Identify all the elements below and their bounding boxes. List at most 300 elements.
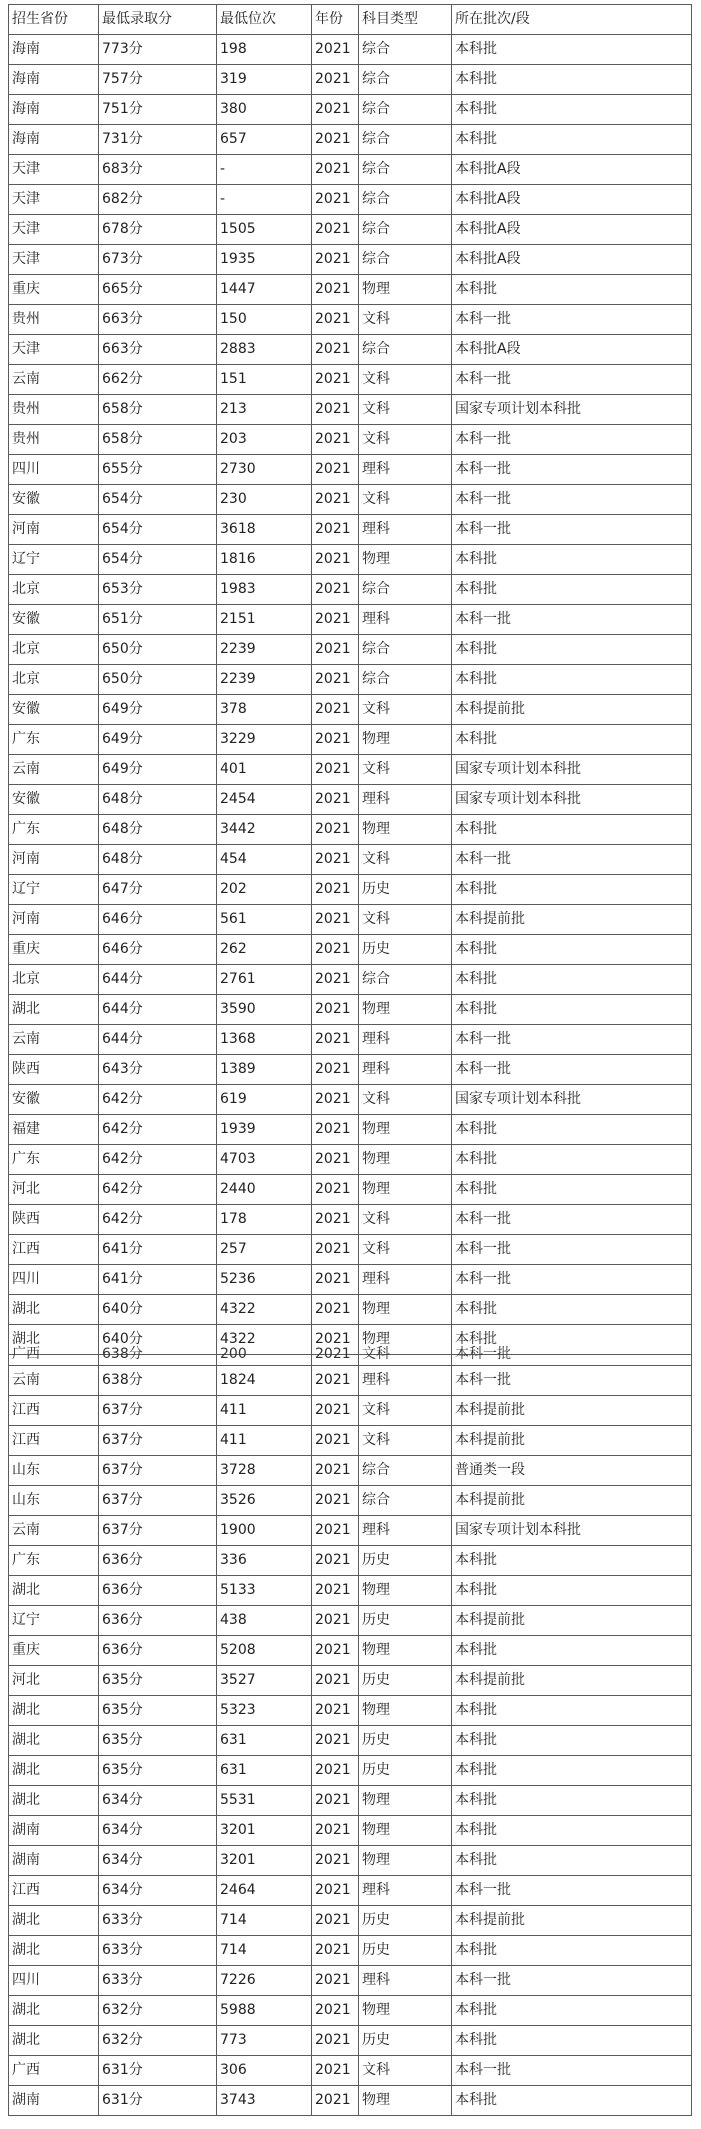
cell-min-rank: 3229 [217, 725, 312, 755]
cell-province: 安徽 [9, 695, 99, 725]
cell-min-rank: 3590 [217, 995, 312, 1025]
cell-batch: 本科提前批 [452, 1906, 692, 1936]
cell-min-rank: 1816 [217, 545, 312, 575]
cell-year: 2021 [312, 1906, 359, 1936]
cell-year: 2021 [312, 1396, 359, 1426]
cell-subject-type: 物理 [359, 1325, 452, 1355]
table-row [9, 1235, 692, 1265]
cell-batch: 本科一批 [452, 1205, 692, 1235]
cell-min-rank: 2464 [217, 1876, 312, 1906]
table-row [9, 1846, 692, 1876]
cell-subject-type: 文科 [359, 395, 452, 425]
cell-min-rank: 1505 [217, 215, 312, 245]
cell-batch: 本科一批 [452, 605, 692, 635]
cell-min-score: 683分 [99, 155, 217, 185]
cell-batch: 本科一批 [452, 425, 692, 455]
cell-min-rank: 3201 [217, 1816, 312, 1846]
cell-province: 重庆 [9, 935, 99, 965]
cell-province: 贵州 [9, 425, 99, 455]
cell-batch: 本科批 [452, 965, 692, 995]
cell-batch: 本科批 [452, 725, 692, 755]
cell-year: 2021 [312, 635, 359, 665]
cell-batch: 本科批 [452, 1295, 692, 1325]
cell-min-score: 646分 [99, 905, 217, 935]
table-row [9, 1055, 692, 1085]
cell-batch: 本科批A段 [452, 335, 692, 365]
cell-subject-type: 理科 [359, 1055, 452, 1085]
cell-batch: 国家专项计划本科批 [452, 395, 692, 425]
cell-min-score: 635分 [99, 1756, 217, 1786]
cell-min-rank: 631 [217, 1726, 312, 1756]
table-row [9, 635, 692, 665]
table-row [9, 1486, 692, 1516]
cell-min-score: 633分 [99, 1966, 217, 1996]
table-row [9, 455, 692, 485]
cell-subject-type: 物理 [359, 1175, 452, 1205]
cell-min-rank: 631 [217, 1756, 312, 1786]
cell-min-score: 636分 [99, 1576, 217, 1606]
cell-province: 广西 [9, 1355, 99, 1366]
cell-min-rank: 4322 [217, 1295, 312, 1325]
cell-province: 天津 [9, 155, 99, 185]
cell-batch: 本科一批 [452, 485, 692, 515]
cell-min-score: 651分 [99, 605, 217, 635]
table-row [9, 785, 692, 815]
cell-min-rank: 1939 [217, 1115, 312, 1145]
cell-province: 安徽 [9, 785, 99, 815]
cell-min-rank: 151 [217, 365, 312, 395]
cell-min-rank: 657 [217, 125, 312, 155]
cell-batch: 普通类一段 [452, 1456, 692, 1486]
cell-min-rank: 1900 [217, 1516, 312, 1546]
cell-min-score: 638分 [99, 1355, 217, 1366]
cell-batch: 本科提前批 [452, 1396, 692, 1426]
table-row [9, 485, 692, 515]
cell-subject-type: 文科 [359, 425, 452, 455]
cell-batch: 本科批 [452, 2086, 692, 2116]
table-row [9, 515, 692, 545]
cell-subject-type: 理科 [359, 1876, 452, 1906]
cell-min-score: 643分 [99, 1055, 217, 1085]
cell-min-rank: 380 [217, 95, 312, 125]
table-row [9, 125, 692, 155]
cell-min-rank: 2239 [217, 665, 312, 695]
cell-province: 湖北 [9, 1786, 99, 1816]
table-row [9, 1546, 692, 1576]
cell-province: 广东 [9, 1546, 99, 1576]
cell-subject-type: 综合 [359, 245, 452, 275]
cell-min-rank: 213 [217, 395, 312, 425]
cell-province: 天津 [9, 185, 99, 215]
table-row [9, 215, 692, 245]
cell-province: 北京 [9, 635, 99, 665]
cell-subject-type: 综合 [359, 125, 452, 155]
cell-province: 四川 [9, 1265, 99, 1295]
cell-year: 2021 [312, 1486, 359, 1516]
cell-province: 广西 [9, 2056, 99, 2086]
cell-year: 2021 [312, 245, 359, 275]
cell-batch: 本科一批 [452, 1966, 692, 1996]
cell-province: 云南 [9, 1025, 99, 1055]
cell-province: 湖北 [9, 995, 99, 1025]
cell-province: 湖北 [9, 1996, 99, 2026]
cell-province: 辽宁 [9, 1606, 99, 1636]
table-row [9, 1265, 692, 1295]
table-row [9, 725, 692, 755]
cell-min-rank: 1935 [217, 245, 312, 275]
cell-subject-type: 历史 [359, 2026, 452, 2056]
cell-year: 2021 [312, 815, 359, 845]
cell-min-rank: 2239 [217, 635, 312, 665]
cell-subject-type: 物理 [359, 1636, 452, 1666]
cell-province: 北京 [9, 575, 99, 605]
cell-min-rank: 5236 [217, 1265, 312, 1295]
cell-min-rank: 454 [217, 845, 312, 875]
admission-table-container [8, 4, 691, 2125]
table-row [9, 275, 692, 305]
cell-province: 云南 [9, 1366, 99, 1396]
cell-batch: 本科批 [452, 815, 692, 845]
cell-min-score: 644分 [99, 965, 217, 995]
cell-batch: 本科提前批 [452, 695, 692, 725]
cell-batch: 国家专项计划本科批 [452, 1085, 692, 1115]
table-row [9, 575, 692, 605]
cell-year: 2021 [312, 1846, 359, 1876]
table-row [9, 1366, 692, 1396]
cell-min-rank: 198 [217, 35, 312, 65]
cell-min-rank: 178 [217, 1205, 312, 1235]
cell-batch: 本科一批 [452, 365, 692, 395]
cell-min-rank: 2440 [217, 1175, 312, 1205]
cell-batch: 本科提前批 [452, 1666, 692, 1696]
cell-province: 广东 [9, 725, 99, 755]
cell-subject-type: 物理 [359, 545, 452, 575]
table-row [9, 1396, 692, 1426]
cell-subject-type: 综合 [359, 35, 452, 65]
cell-province: 湖南 [9, 1816, 99, 1846]
cell-min-score: 642分 [99, 1145, 217, 1175]
cell-min-score: 644分 [99, 995, 217, 1025]
table-row [9, 1996, 692, 2026]
cell-min-score: 633分 [99, 1906, 217, 1936]
cell-province: 天津 [9, 335, 99, 365]
cell-subject-type: 理科 [359, 515, 452, 545]
cell-province: 江西 [9, 1396, 99, 1426]
table-row [9, 1145, 692, 1175]
cell-batch: 本科批 [452, 1996, 692, 2026]
cell-province: 安徽 [9, 485, 99, 515]
table-row [9, 95, 692, 125]
table-row [9, 755, 692, 785]
cell-province: 北京 [9, 965, 99, 995]
cell-batch: 本科批 [452, 1696, 692, 1726]
cell-year: 2021 [312, 1966, 359, 1996]
cell-min-rank: 203 [217, 425, 312, 455]
cell-year: 2021 [312, 605, 359, 635]
cell-province: 辽宁 [9, 545, 99, 575]
cell-min-score: 632分 [99, 2026, 217, 2056]
table-row [9, 2026, 692, 2056]
cell-batch: 本科一批 [452, 515, 692, 545]
cell-min-score: 634分 [99, 1816, 217, 1846]
header-year: 年份 [312, 5, 359, 35]
cell-subject-type: 历史 [359, 1606, 452, 1636]
table-row [9, 545, 692, 575]
cell-min-rank: 1824 [217, 1366, 312, 1396]
cell-batch: 本科批 [452, 1546, 692, 1576]
cell-min-score: 636分 [99, 1606, 217, 1636]
cell-subject-type: 物理 [359, 1786, 452, 1816]
cell-subject-type: 历史 [359, 1666, 452, 1696]
cell-min-score: 642分 [99, 1175, 217, 1205]
cell-subject-type: 历史 [359, 1936, 452, 1966]
cell-subject-type: 物理 [359, 725, 452, 755]
table-body-partial [9, 1346, 692, 1366]
cell-subject-type: 文科 [359, 845, 452, 875]
cell-subject-type: 理科 [359, 1265, 452, 1295]
cell-min-rank: 3442 [217, 815, 312, 845]
cell-min-rank: 619 [217, 1085, 312, 1115]
cell-min-score: 637分 [99, 1426, 217, 1456]
cell-min-rank: 319 [217, 65, 312, 95]
cell-batch: 本科批 [452, 1115, 692, 1145]
cell-subject-type: 历史 [359, 875, 452, 905]
cell-subject-type: 文科 [359, 695, 452, 725]
cell-min-score: 644分 [99, 1025, 217, 1055]
cell-min-rank: 3526 [217, 1486, 312, 1516]
cell-province: 贵州 [9, 305, 99, 335]
cell-province: 江西 [9, 1235, 99, 1265]
cell-province: 安徽 [9, 605, 99, 635]
cell-batch: 本科一批 [452, 845, 692, 875]
table-row [9, 1456, 692, 1486]
cell-province: 山东 [9, 1486, 99, 1516]
cell-min-rank: 2761 [217, 965, 312, 995]
cell-province: 四川 [9, 455, 99, 485]
cell-min-rank: 202 [217, 875, 312, 905]
cell-year: 2021 [312, 1175, 359, 1205]
cell-year: 2021 [312, 1145, 359, 1175]
table-row [9, 2056, 692, 2086]
cell-min-rank: 336 [217, 1546, 312, 1576]
cell-subject-type: 物理 [359, 2086, 452, 2116]
table-row [9, 1876, 692, 1906]
cell-min-score: 731分 [99, 125, 217, 155]
cell-min-rank: 2454 [217, 785, 312, 815]
cell-year: 2021 [312, 1235, 359, 1265]
cell-min-rank: 5988 [217, 1996, 312, 2026]
cell-min-rank: 2883 [217, 335, 312, 365]
cell-year: 2021 [312, 365, 359, 395]
cell-province: 海南 [9, 125, 99, 155]
table-row [9, 875, 692, 905]
cell-subject-type: 物理 [359, 1145, 452, 1175]
admission-score-table [8, 4, 692, 2116]
cell-year: 2021 [312, 1115, 359, 1145]
cell-subject-type: 物理 [359, 1816, 452, 1846]
cell-min-score: 634分 [99, 1786, 217, 1816]
cell-min-score: 636分 [99, 1546, 217, 1576]
cell-subject-type: 综合 [359, 335, 452, 365]
cell-min-score: 646分 [99, 935, 217, 965]
table-row [9, 65, 692, 95]
table-row [9, 1205, 692, 1235]
cell-subject-type: 综合 [359, 185, 452, 215]
cell-year: 2021 [312, 1876, 359, 1906]
cell-province: 重庆 [9, 1636, 99, 1666]
cell-batch: 本科一批 [452, 305, 692, 335]
cell-subject-type: 理科 [359, 1966, 452, 1996]
table-row [9, 2086, 692, 2116]
cell-year: 2021 [312, 455, 359, 485]
cell-batch: 本科批 [452, 1816, 692, 1846]
cell-year: 2021 [312, 1355, 359, 1366]
cell-year: 2021 [312, 515, 359, 545]
table-row-partial [9, 1355, 692, 1366]
table-row [9, 695, 692, 725]
cell-year: 2021 [312, 1636, 359, 1666]
cell-batch: 本科批 [452, 1325, 692, 1355]
cell-province: 河南 [9, 515, 99, 545]
cell-year: 2021 [312, 935, 359, 965]
cell-year: 2021 [312, 275, 359, 305]
cell-batch: 本科批 [452, 935, 692, 965]
cell-min-rank: 773 [217, 2026, 312, 2056]
table-row [9, 1606, 692, 1636]
table-row [9, 935, 692, 965]
cell-min-rank: 5133 [217, 1576, 312, 1606]
cell-year: 2021 [312, 125, 359, 155]
table-row [9, 905, 692, 935]
cell-province: 广东 [9, 815, 99, 845]
cell-province: 湖北 [9, 1756, 99, 1786]
cell-min-score: 634分 [99, 1876, 217, 1906]
cell-subject-type: 综合 [359, 65, 452, 95]
cell-min-score: 640分 [99, 1295, 217, 1325]
cell-batch: 本科提前批 [452, 1606, 692, 1636]
cell-batch: 本科批 [452, 1576, 692, 1606]
cell-year: 2021 [312, 1546, 359, 1576]
cell-province: 广东 [9, 1145, 99, 1175]
cell-min-rank: 1447 [217, 275, 312, 305]
cell-batch: 本科批 [452, 1846, 692, 1876]
table-row [9, 185, 692, 215]
cell-min-score: 631分 [99, 2056, 217, 2086]
cell-year: 2021 [312, 1936, 359, 1966]
cell-batch: 本科一批 [452, 1235, 692, 1265]
cell-subject-type: 理科 [359, 1516, 452, 1546]
cell-year: 2021 [312, 305, 359, 335]
table-row [9, 815, 692, 845]
cell-year: 2021 [312, 1606, 359, 1636]
table-row [9, 1756, 692, 1786]
cell-min-rank: 3728 [217, 1456, 312, 1486]
cell-min-score: 648分 [99, 785, 217, 815]
cell-province: 贵州 [9, 395, 99, 425]
cell-min-rank: 2730 [217, 455, 312, 485]
cell-min-rank: 411 [217, 1396, 312, 1426]
cell-subject-type: 历史 [359, 1546, 452, 1576]
cell-year: 2021 [312, 545, 359, 575]
cell-year: 2021 [312, 575, 359, 605]
cell-min-score: 655分 [99, 455, 217, 485]
cell-batch: 国家专项计划本科批 [452, 755, 692, 785]
cell-batch: 本科批 [452, 35, 692, 65]
cell-min-score: 638分 [99, 1366, 217, 1396]
cell-min-score: 640分 [99, 1325, 217, 1355]
cell-province: 湖北 [9, 1936, 99, 1966]
table-row [9, 1786, 692, 1816]
cell-batch: 本科一批 [452, 2056, 692, 2086]
table-row [9, 1666, 692, 1696]
cell-batch: 国家专项计划本科批 [452, 1516, 692, 1546]
cell-batch: 本科一批 [452, 1355, 692, 1366]
cell-batch: 本科一批 [452, 455, 692, 485]
cell-min-rank: 5323 [217, 1696, 312, 1726]
cell-province: 海南 [9, 95, 99, 125]
cell-min-rank: 561 [217, 905, 312, 935]
cell-year: 2021 [312, 1996, 359, 2026]
cell-province: 云南 [9, 1516, 99, 1546]
cell-subject-type: 文科 [359, 2056, 452, 2086]
cell-year: 2021 [312, 35, 359, 65]
cell-year: 2021 [312, 425, 359, 455]
cell-batch: 本科批 [452, 65, 692, 95]
cell-province: 河北 [9, 1666, 99, 1696]
cell-min-rank: 4322 [217, 1325, 312, 1355]
cell-year: 2021 [312, 485, 359, 515]
cell-subject-type: 物理 [359, 1996, 452, 2026]
cell-province: 湖北 [9, 1696, 99, 1726]
table-row [9, 425, 692, 455]
cell-subject-type: 文科 [359, 1355, 452, 1366]
table-row [9, 335, 692, 365]
cell-subject-type: 文科 [359, 365, 452, 395]
cell-min-score: 650分 [99, 665, 217, 695]
cell-min-score: 642分 [99, 1085, 217, 1115]
cell-min-score: 637分 [99, 1396, 217, 1426]
cell-min-rank: 401 [217, 755, 312, 785]
cell-batch: 本科一批 [452, 1055, 692, 1085]
cell-min-rank: 3527 [217, 1666, 312, 1696]
cell-min-score: 682分 [99, 185, 217, 215]
cell-min-score: 636分 [99, 1636, 217, 1666]
table-row [9, 845, 692, 875]
table-row [9, 1696, 692, 1726]
cell-batch: 本科一批 [452, 1876, 692, 1906]
cell-batch: 本科批A段 [452, 155, 692, 185]
cell-min-score: 637分 [99, 1456, 217, 1486]
cell-batch: 本科一批 [452, 1366, 692, 1396]
cell-min-rank: 378 [217, 695, 312, 725]
cell-subject-type: 文科 [359, 1235, 452, 1265]
cell-year: 2021 [312, 1205, 359, 1235]
cell-min-score: 662分 [99, 365, 217, 395]
cell-province: 云南 [9, 755, 99, 785]
cell-province: 湖北 [9, 1726, 99, 1756]
cell-min-rank: 2151 [217, 605, 312, 635]
cell-year: 2021 [312, 1085, 359, 1115]
cell-year: 2021 [312, 1366, 359, 1396]
cell-year: 2021 [312, 65, 359, 95]
cell-subject-type: 综合 [359, 95, 452, 125]
cell-year: 2021 [312, 2086, 359, 2116]
cell-province: 湖南 [9, 1846, 99, 1876]
table-row [9, 1426, 692, 1456]
cell-year: 2021 [312, 785, 359, 815]
cell-batch: 本科一批 [452, 1025, 692, 1055]
cell-province: 辽宁 [9, 875, 99, 905]
